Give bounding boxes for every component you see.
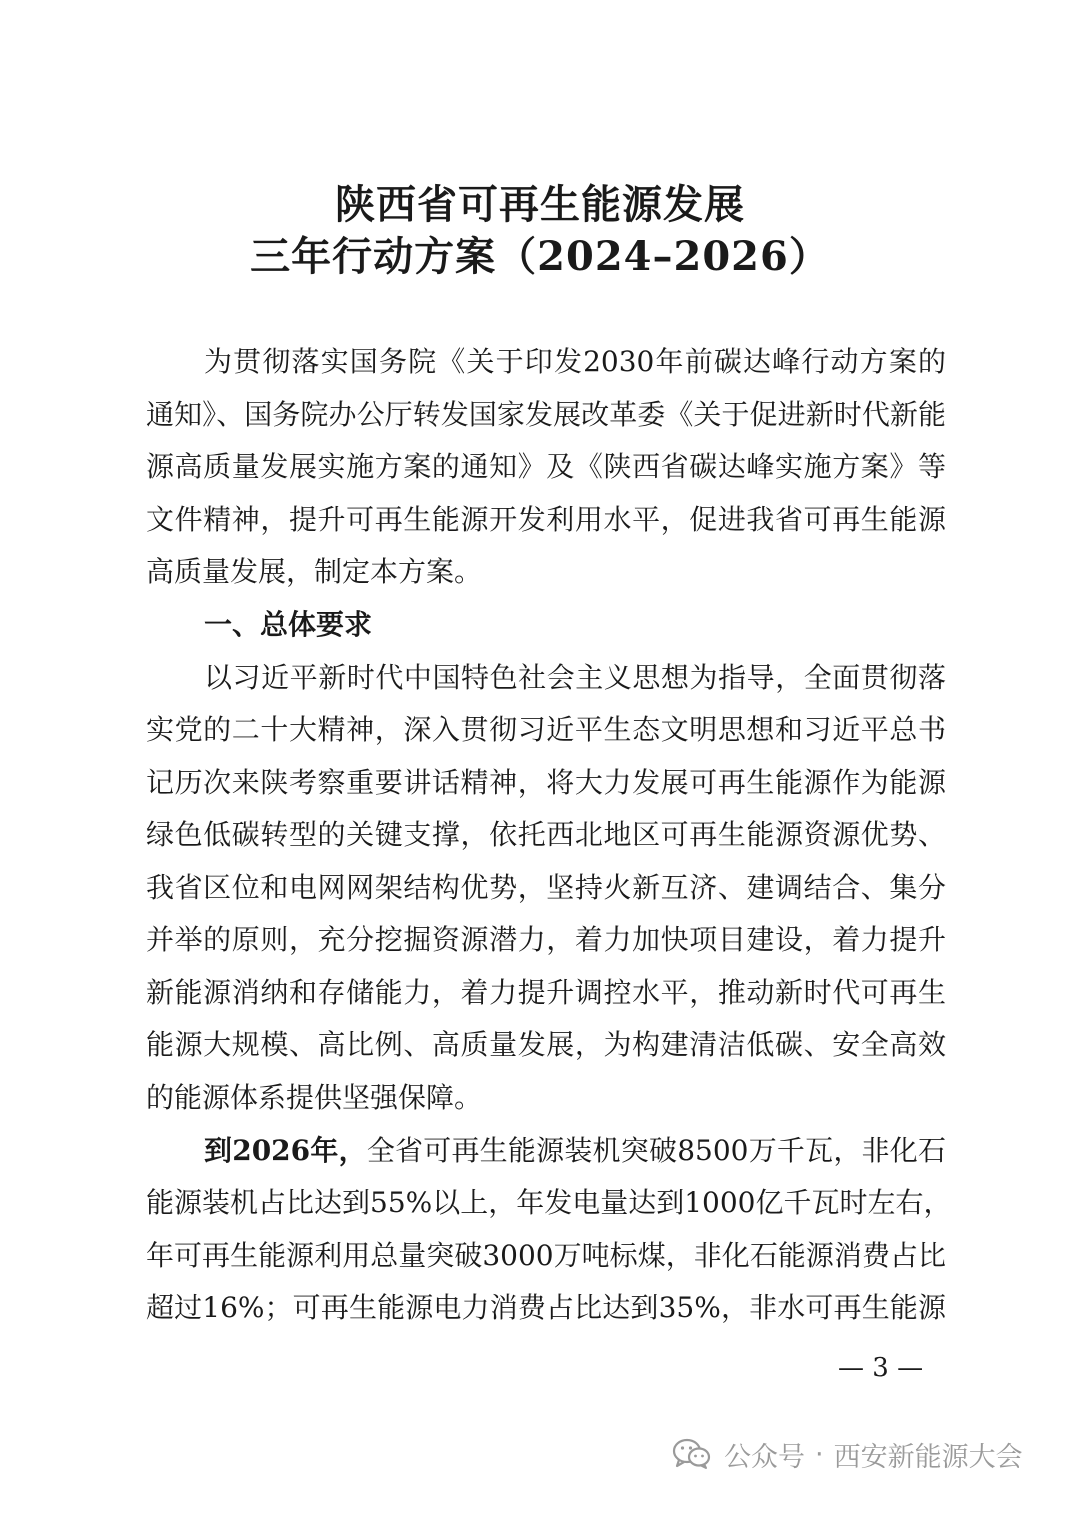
paragraph-line: 的能源体系提供坚强保障。 (146, 1081, 483, 1114)
paragraph-line: 年可再生能源利用总量突破3000万吨标煤，非化石能源消费占比 (146, 1239, 946, 1272)
wechat-watermark (672, 1434, 1023, 1474)
paragraph-line: 通知》、国务院办公厅转发国家发展改革委《关于促进新时代新能 (146, 398, 946, 431)
section-heading: 一、总体要求 (204, 608, 373, 641)
paragraph-line: 记历次来陕考察重要讲话精神，将大力发展可再生能源作为能源 (146, 766, 946, 799)
paragraph-line: 文件精神，提升可再生能源开发利用水平，促进我省可再生能源 (146, 503, 946, 536)
paragraph-line: 高质量发展，制定本方案。 (146, 555, 483, 588)
paragraph-line: 我省区位和电网网架结构优势，坚持火新互济、建调结合、集分 (146, 871, 946, 904)
watermark-account: 西安新能源大会 (833, 1441, 1023, 1473)
page-number: — 3 — (838, 1353, 924, 1383)
paragraph-line: 以习近平新时代中国特色社会主义思想为指导，全面贯彻落 (204, 661, 946, 694)
target-year-lead: 到2026年， (204, 1134, 367, 1167)
paragraph-line: 实党的二十大精神，深入贯彻习近平生态文明思想和习近平总书 (146, 713, 946, 746)
paragraph-line: 能源大规模、高比例、高质量发展，为构建清洁低碳、安全高效 (146, 1028, 946, 1061)
paragraph-line: 能源装机占比达到55%以上，年发电量达到1000亿千瓦时左右， (146, 1186, 952, 1219)
paragraph-line: 为贯彻落实国务院《关于印发2030年前碳达峰行动方案的 (204, 345, 946, 378)
wechat-icon (672, 1437, 712, 1471)
target-lead-text: 全省可再生能源装机突破8500万千瓦，非化石 (366, 1134, 946, 1167)
document-title-line-2: 三年行动方案（2024–2026） (250, 233, 830, 280)
document-title-line-1: 陕西省可再生能源发展 (335, 181, 745, 228)
watermark-label: 公众号 (724, 1441, 805, 1473)
paragraph-line: 并举的原则，充分挖掘资源潜力，着力加快项目建设，着力提升 (146, 923, 946, 956)
paragraph-line: 绿色低碳转型的关键支撑，依托西北地区可再生能源资源优势、 (146, 818, 946, 851)
paragraph-line: 源高质量发展实施方案的通知》及《陕西省碳达峰实施方案》等 (146, 450, 946, 483)
watermark-separator: · (815, 1438, 824, 1470)
paragraph-line (204, 1131, 946, 1171)
paragraph-line: 超过16%；可再生能源电力消费占比达到35%，非水可再生能源 (146, 1291, 946, 1324)
paragraph-line: 新能源消纳和存储能力，着力提升调控水平，推动新时代可再生 (146, 976, 946, 1009)
